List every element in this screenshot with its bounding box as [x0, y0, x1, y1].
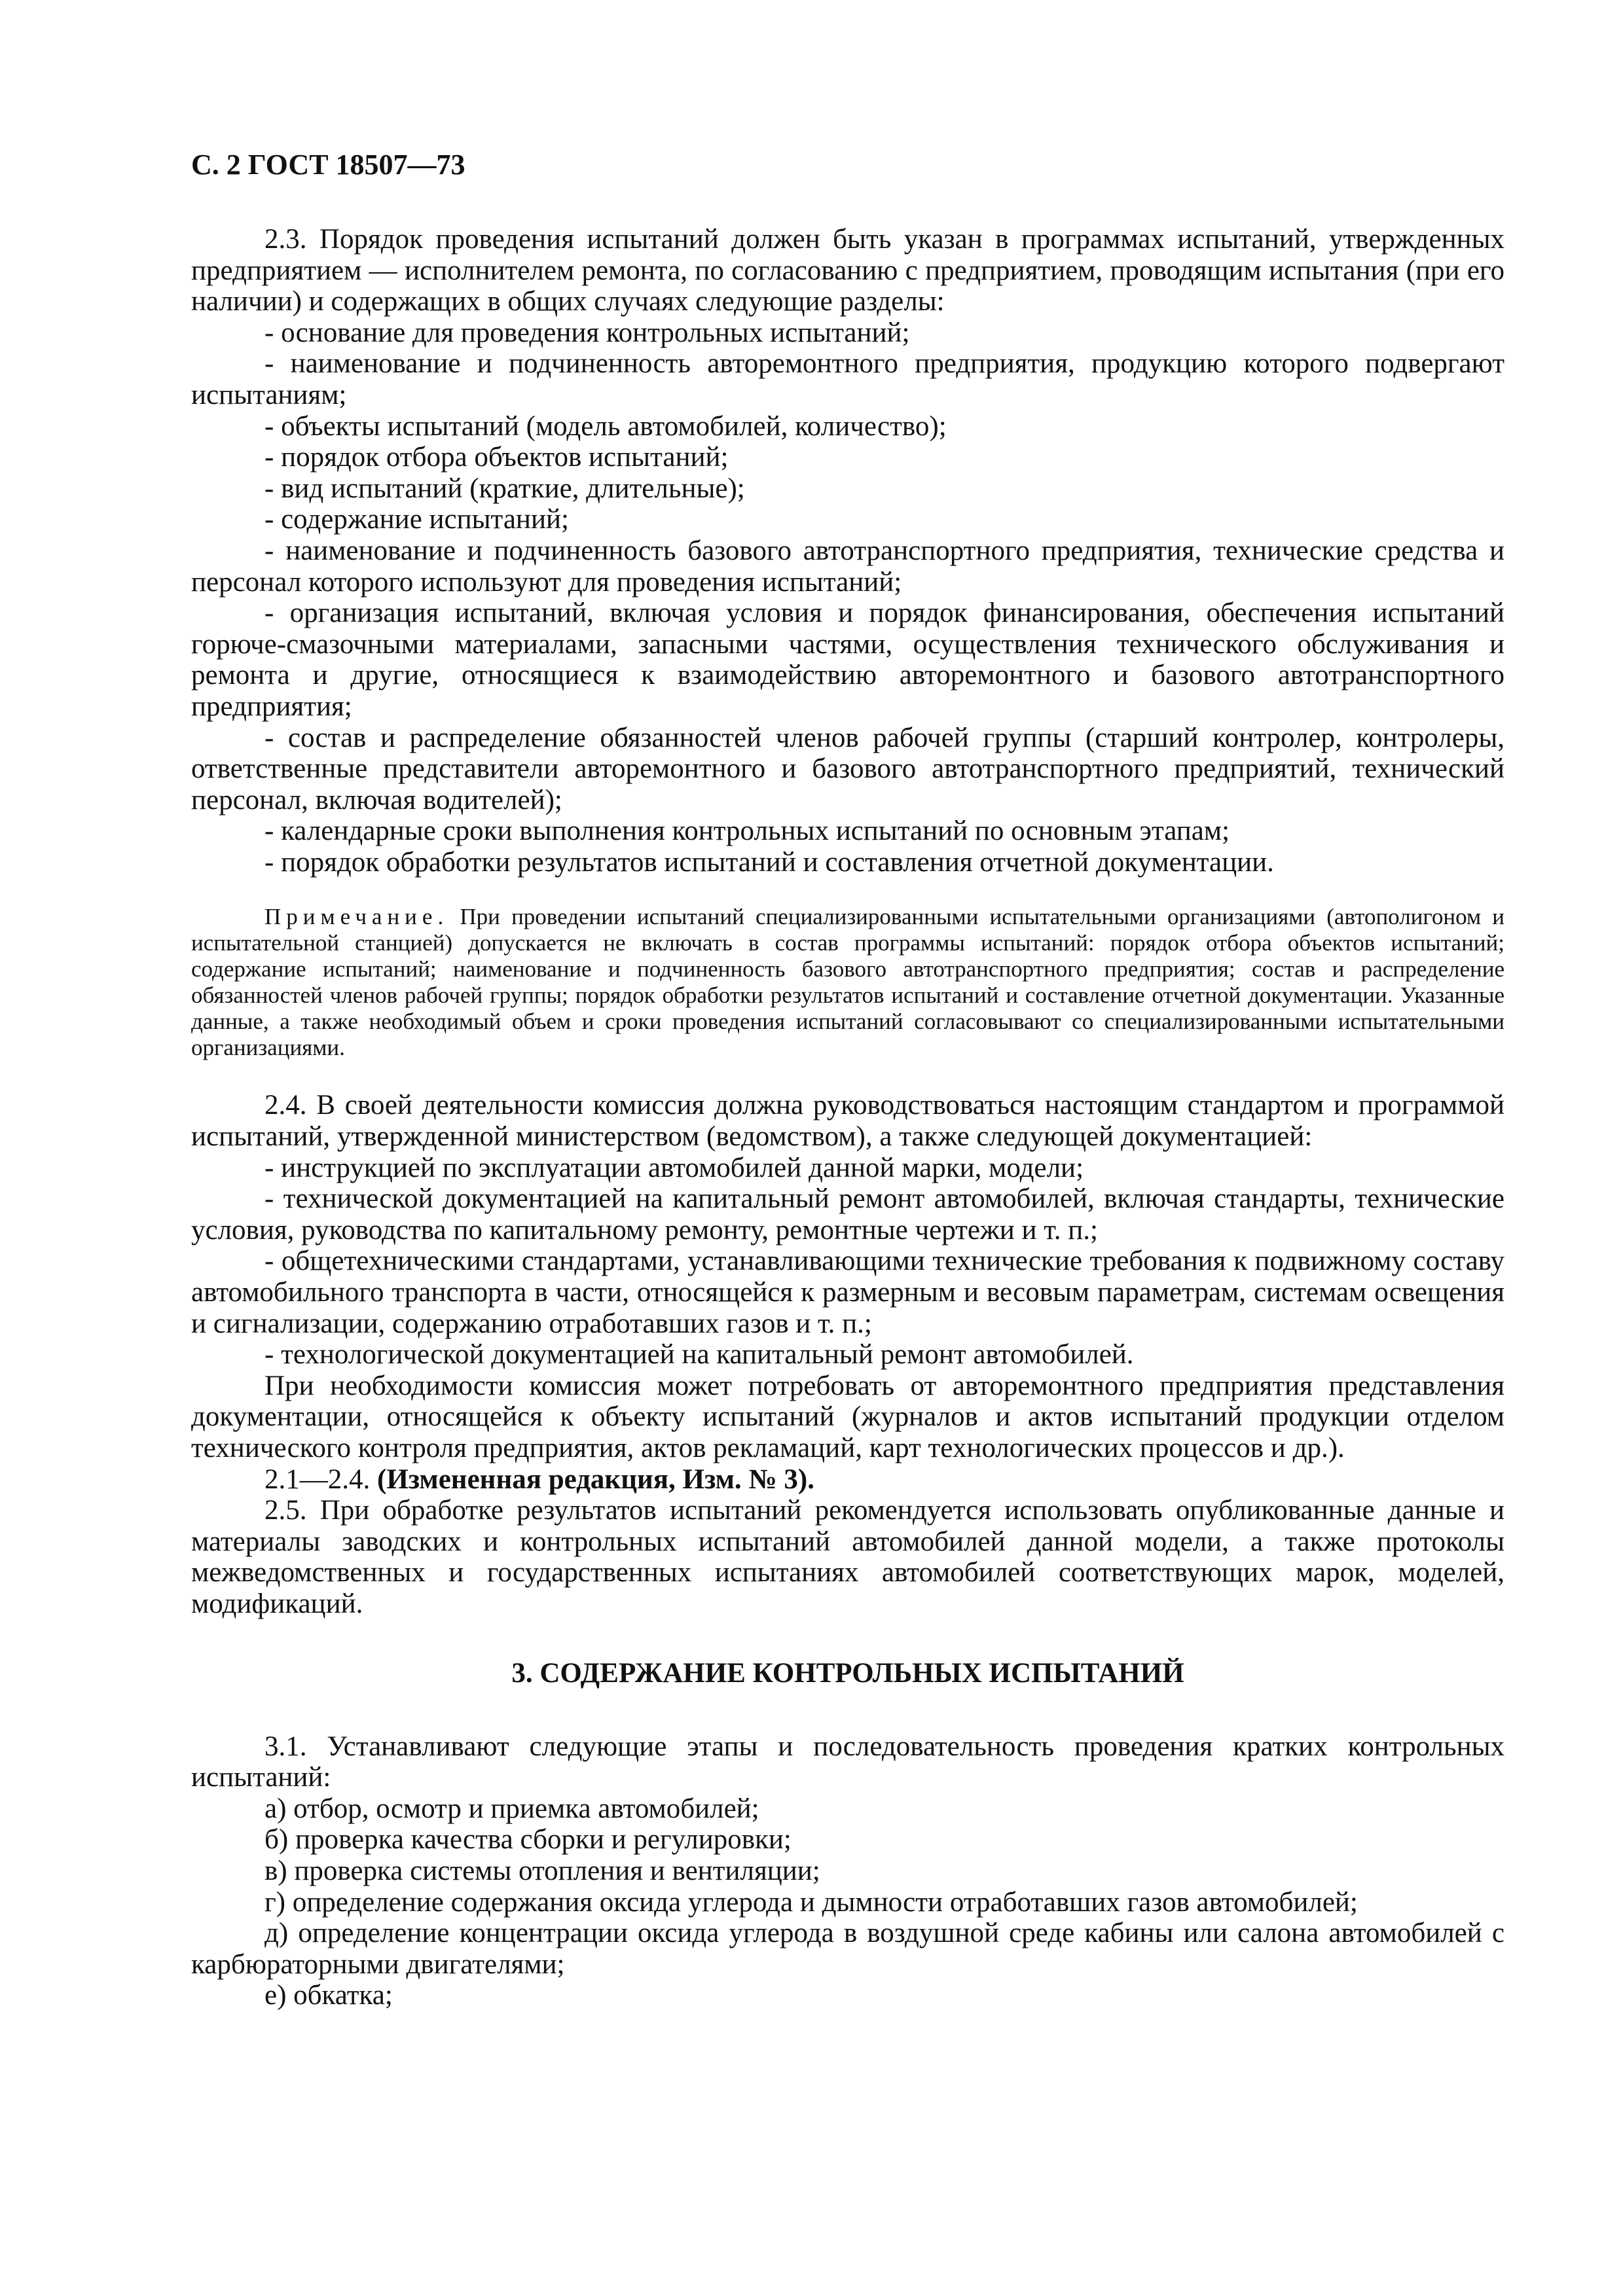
- section-2-4: [191, 1090, 1504, 1619]
- list-item: а) отбор, осмотр и приемка автомобилей;: [264, 1793, 759, 1824]
- section-3-title: 3. СОДЕРЖАНИЕ КОНТРОЛЬНЫХ ИСПЫТАНИЙ: [511, 1657, 1184, 1689]
- list-item: б) проверка качества сборки и регулировки;: [264, 1824, 792, 1856]
- list-item: - состав и распределение обязанностей членов рабочей группы (старший контролер, контролеры, ответственные представители авторемонтного и базового автотранспортного предприятий, технический персонал, включая водителей);: [191, 722, 1504, 816]
- list-item: - вид испытаний (краткие, длительные);: [264, 473, 745, 504]
- paragraph-2-4: 2.4. В своей деятельности комиссия должна руководствоваться настоящим стандартом и программой испытаний, утвержденной министерством (ведомством), а также следующей документацией:: [191, 1090, 1504, 1153]
- paragraph-extra: При необходимости комиссия может потребовать от авторемонтного предприятия представления документации, относящейся к объекту испытаний (журналов и актов испытаний продукции отделом технического контроля предприятия, актов рекламаций, карт технологических процессов и др.).: [191, 1370, 1504, 1463]
- page-header: С. 2 ГОСТ 18507—73: [191, 149, 465, 181]
- list-item: - технической документацией на капитальный ремонт автомобилей, включая стандарты, технические условия, руководства по капитальному ремонту, ремонтные чертежи и т. п.;: [191, 1183, 1504, 1246]
- list-item: - общетехническими стандартами, устанавливающими технические требования к подвижному составу автомобильного транспорта в части, относящейся к размерным и весовым параметрам, системам освещения и сигнализации, содержанию отработавших газов и т. п.;: [191, 1246, 1504, 1339]
- list-item: д) определение концентрации оксида углерода в воздушной среде кабины или салона автомобилей с карбюраторными двигателями;: [191, 1918, 1504, 1980]
- note-text: При проведении испытаний специализированными испытательными организациями (автополигоном и испытательной станцией) допускается не включать в состав программы испытаний: порядок отбора объектов испытаний; содержание испытаний; наименование и подчиненность базового автотранспортного предприятия; состав и распределение обязанностей членов рабочей группы; порядок обработки результатов испытаний и составление отчетной документации. Указанные данные, а также необходимый объем и сроки проведения испытаний согласовывают со специализированными испытательными организациями.: [191, 904, 1505, 1061]
- list-item: - основание для проведения контрольных испытаний;: [264, 317, 910, 348]
- document-page: [191, 147, 1504, 2011]
- paragraph-3-1: 3.1. Устанавливают следующие этапы и последовательность проведения кратких контрольных испытаний:: [191, 1731, 1504, 1793]
- list-item: е) обкатка;: [264, 1980, 393, 2011]
- list-item: - порядок обработки результатов испытаний и составления отчетной документации.: [264, 846, 1274, 878]
- paragraph-2-3: 2.3. Порядок проведения испытаний должен быть указан в программах испытаний, утвержденных предприятием — исполнителем ремонта, по согласованию с предприятием, проводящим испытания (при его наличии) и содержащих в общих случаях следующие разделы:: [191, 224, 1504, 317]
- note: [191, 904, 1504, 1061]
- list-item: - организация испытаний, включая условия и порядок финансирования, обеспечения испытаний горюче-смазочными материалами, запасными частями, осуществления технического обслуживания и ремонта и другие, относящиеся к взаимодействию авторемонтного и базового автотранспортного предприятия;: [191, 598, 1504, 722]
- list-item: г) определение содержания оксида углерода и дымности отработавших газов автомобилей;: [264, 1886, 1358, 1918]
- list-item: - наименование и подчиненность базового автотранспортного предприятия, технические средства и персонал которого используют для проведения испытаний;: [191, 535, 1504, 598]
- list-item: - наименование и подчиненность авторемонтного предприятия, продукцию которого подвергают испытаниям;: [191, 348, 1504, 410]
- amendment-text: (Измененная редакция, Изм. № 3).: [377, 1463, 814, 1495]
- section-2-3: [191, 224, 1504, 878]
- amendment-note: [191, 1464, 1504, 1496]
- paragraph-2-5: 2.5. При обработке результатов испытаний рекомендуется использовать опубликованные данные и материалы заводских и контрольных испытаний автомобилей данной модели, а также протоколы межведомственных и государственных испытаниях автомобилей соответствующих марок, моделей, модификаций.: [191, 1495, 1504, 1619]
- list-item: - содержание испытаний;: [264, 504, 569, 535]
- list-item: в) проверка системы отопления и вентиляции;: [264, 1855, 820, 1886]
- list-item: - инструкцией по эксплуатации автомобилей данной марки, модели;: [264, 1152, 1084, 1183]
- list-item: - технологической документацией на капитальный ремонт автомобилей.: [264, 1339, 1134, 1371]
- amendment-prefix: 2.1—2.4.: [264, 1463, 377, 1495]
- note-label: Примечание.: [264, 904, 449, 930]
- list-item: - объекты испытаний (модель автомобилей, количество);: [264, 410, 947, 442]
- list-item: - календарные сроки выполнения контрольных испытаний по основным этапам;: [264, 816, 1230, 847]
- list-item: - порядок отбора объектов испытаний;: [264, 442, 729, 473]
- section-3-1: [191, 1731, 1504, 2011]
